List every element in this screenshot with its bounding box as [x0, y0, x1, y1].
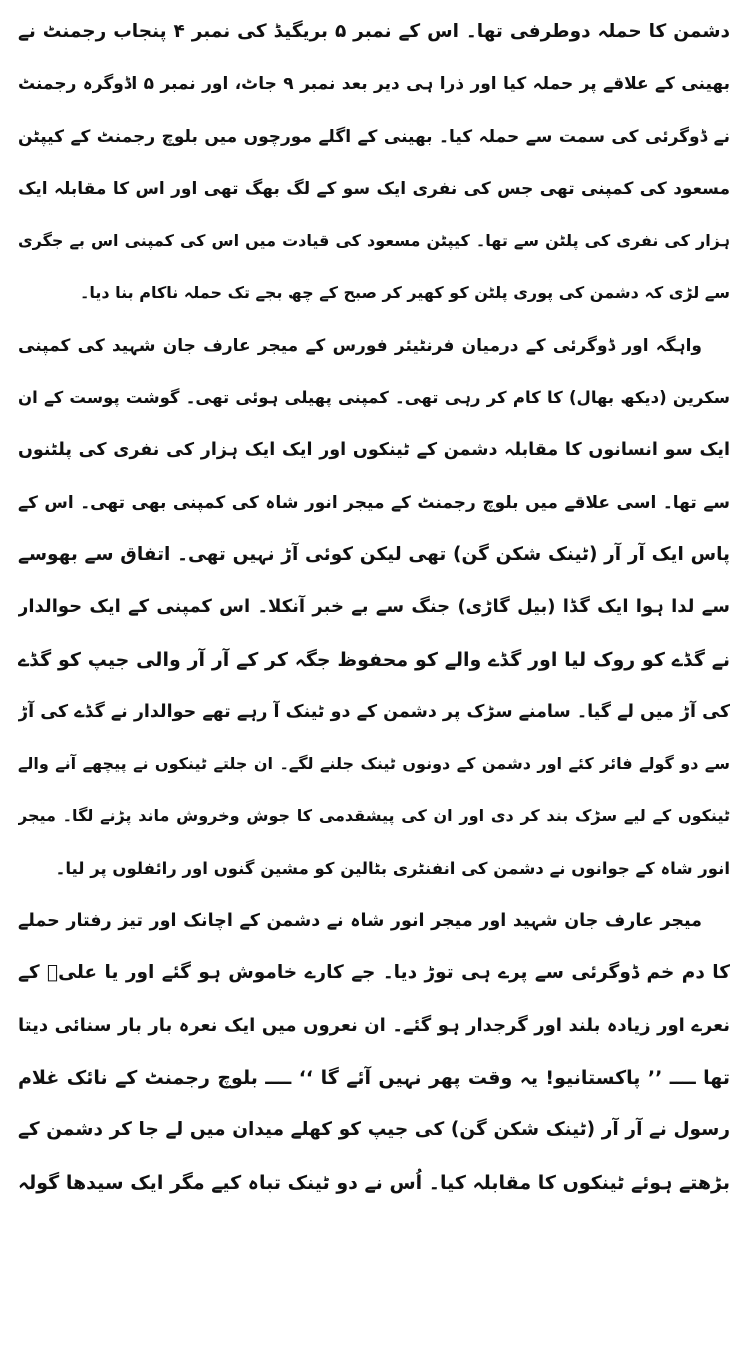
text-line: نے ڈوگرئی کی سمت سے حملہ کیا۔ بھینی کے اگلے مورچوں میں بلوچ رجمنٹ کے کیپٹن	[18, 126, 730, 147]
text-line: رسول نے آر آر (ٹینک شکن گن) کی جیپ کو کھلے میدان میں لے جا کر دشمن کے	[18, 1119, 730, 1141]
text-line: نعرے اور زیادہ بلند اور گرجدار ہو گئے۔ ان نعروں میں ایک نعرہ بار بار سنائی دیتا	[18, 1014, 730, 1036]
text-line: بھینی کے علاقے پر حملہ کیا اور ذرا ہی دیر بعد نمبر ۹ جاٹ، اور نمبر ۵ اڈوگرہ رجمنٹ	[18, 74, 730, 95]
text-line: ٹینکوں کے لیے سڑک بند کر دی اور ان کی پیشقدمی کا جوش وخروش ماند پڑنے لگا۔ میجر	[18, 806, 730, 826]
text-line: نے گڈے کو روک لیا اور گڈے والے کو محفوظ جگہ کر کے آر آر والی جیپ کو گڈے	[18, 648, 730, 671]
text-line: پاس ایک آر آر (ٹینک شکن گن) تھی لیکن کوئی آڑ نہیں تھی۔ اتفاق سے بھوسے	[18, 543, 730, 565]
text-line: سے لڑی کہ دشمن کی پوری پلٹن کو کھیر کر صبح کے چھ بجے تک حملہ ناکام بنا دیا۔	[79, 283, 730, 303]
text-line: سے تھا۔ اسی علاقے میں بلوچ رجمنٹ کے میجر انور شاہ کی کمپنی بھی تھی۔ اس کے	[18, 492, 730, 513]
text-line: بڑھتے ہوئے ٹینکوں کا مقابلہ کیا۔ اُس نے دو ٹینک تباہ کیے مگر ایک سیدھا گولہ	[18, 1171, 730, 1194]
text-line: کا دم خم ڈوگرئی سے پرے ہی توڑ دیا۔ جے کارے خاموش ہو گئے اور یا علیؑ کے	[18, 962, 730, 984]
text-line: میجر عارف جان شہید اور میجر انور شاہ نے دشمن کے اچانک اور تیز رفتار حملے	[18, 911, 702, 932]
urdu-text-column	[18, 6, 730, 1209]
text-line: دشمن کا حملہ دوطرفی تھا۔ اس کے نمبر ۵ بریگیڈ کی نمبر ۴ پنجاب رجمنٹ نے	[18, 21, 730, 42]
text-line: کی آڑ میں لے گیا۔ سامنے سڑک پر دشمن کے دو ٹینک آ رہے تھے حوالدار نے گڈے کی آڑ	[18, 701, 730, 722]
text-line: واہگہ اور ڈوگرئی کے درمیان فرنٹیئر فورس کے میجر عارف جان شہید کی کمپنی	[18, 335, 702, 356]
text-line: سے دو گولے فائر کئے اور دشمن کے دونوں ٹینک جلنے لگے۔ ان جلتے ٹینکوں نے پیچھے آنے والے	[18, 754, 730, 774]
text-line: مسعود کی کمپنی تھی جس کی نفری ایک سو کے لگ بھگ تھی اور اس کا مقابلہ ایک	[18, 178, 730, 199]
text-line: تھا ــــ ’’ پاکستانیو! یہ وقت پھر نہیں آئے گا ‘‘ ــــ بلوچ رجمنٹ کے نائک غلام	[18, 1066, 730, 1089]
text-line: انور شاہ کے جوانوں نے دشمن کی انفنٹری بٹالین کو مشین گنوں اور رائفلوں پر لیا۔	[55, 858, 730, 878]
text-line: ہزار کی نفری کی پلٹن سے تھا۔ کیپٹن مسعود کی قیادت میں اس کی کمپنی اس بے جگری	[18, 231, 730, 251]
text-line: سے لدا ہوا ایک گڈا (بیل گاڑی) جنگ سے بے خبر آنکلا۔ اس کمپنی کے ایک حوالدار	[18, 596, 730, 618]
text-line: سکرین (دیکھ بھال) کا کام کر رہی تھی۔ کمپنی پھیلی ہوئی تھی۔ گوشت پوست کے ان	[18, 388, 730, 408]
text-line: ایک سو انسانوں کا مقابلہ دشمن کے ٹینکوں اور ایک ایک ہزار کی نفری کی پلٹنوں	[18, 440, 730, 461]
